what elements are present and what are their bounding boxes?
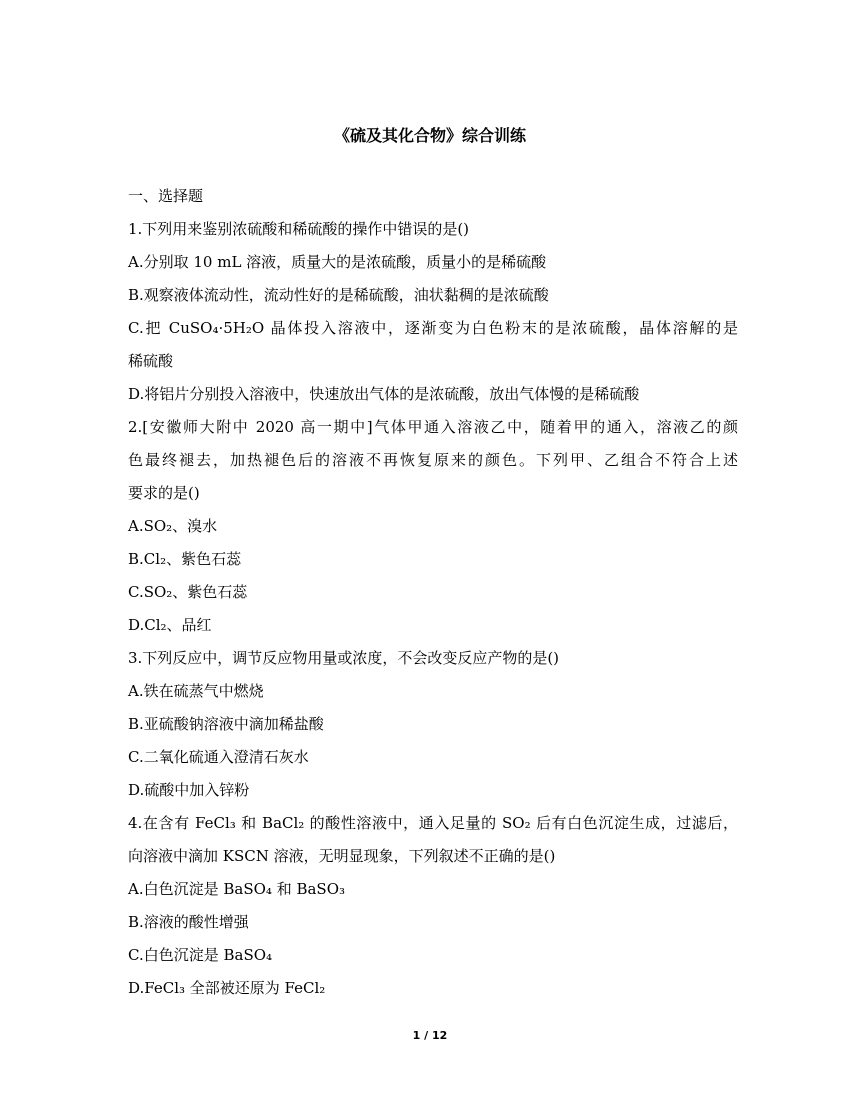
question-1-option-c-cont: 稀硫酸: [128, 352, 174, 370]
question-3-option-c: C.二氧化硫通入澄清石灰水: [128, 748, 309, 766]
question-2-stem-cont: 色最终褪去，加热褪色后的溶液不再恢复原来的颜色。下列甲、乙组合不符合上述: [128, 451, 738, 469]
section-heading: 一、选择题: [128, 187, 204, 205]
page-number: 1 / 12: [412, 1029, 448, 1042]
question-2-stem: 2.[安徽师大附中 2020 高一期中]气体甲通入溶液乙中，随着甲的通入，溶液乙的颜: [128, 418, 738, 436]
question-2-option-c: C.SO₂、紫色石蕊: [128, 583, 248, 601]
document-body: [128, 180, 738, 1005]
question-1-option-c: C.把 CuSO₄·5H₂O 晶体投入溶液中，逐渐变为白色粉末的是浓硫酸，晶体溶解的是: [128, 319, 738, 337]
question-3-option-a: A.铁在硫蒸气中燃烧: [128, 682, 264, 700]
question-4-option-a: A.白色沉淀是 BaSO₄ 和 BaSO₃: [128, 880, 346, 898]
question-4-option-d: D.FeCl₃ 全部被还原为 FeCl₂: [128, 979, 326, 997]
document-title: 《硫及其化合物》综合训练: [333, 126, 526, 145]
question-2-option-a: A.SO₂、溴水: [128, 517, 218, 535]
question-2-option-b: B.Cl₂、紫色石蕊: [128, 550, 242, 568]
question-1-option-d: D.将铝片分别投入溶液中，快速放出气体的是浓硫酸，放出气体慢的是稀硫酸: [128, 385, 640, 403]
question-3-option-d: D.硫酸中加入锌粉: [128, 781, 250, 799]
question-3-option-b: B.亚硫酸钠溶液中滴加稀盐酸: [128, 715, 324, 733]
question-1-stem: 1.下列用来鉴别浓硫酸和稀硫酸的操作中错误的是(): [128, 220, 470, 238]
question-4-option-b: B.溶液的酸性增强: [128, 913, 249, 931]
question-2-option-d: D.Cl₂、品红: [128, 616, 212, 634]
question-1-option-b: B.观察液体流动性，流动性好的是稀硫酸，油状黏稠的是浓硫酸: [128, 286, 549, 304]
question-3-stem: 3.下列反应中，调节反应物用量或浓度，不会改变反应产物的是(): [128, 649, 560, 667]
question-4-stem: 4.在含有 FeCl₃ 和 BaCl₂ 的酸性溶液中，通入足量的 SO₂ 后有白色沉淀生成，过滤后，: [128, 814, 738, 832]
question-2-stem-end: 要求的是(): [128, 484, 200, 502]
question-1-option-a: A.分别取 10 mL 溶液，质量大的是浓硫酸，质量小的是稀硫酸: [128, 253, 547, 271]
question-4-option-c: C.白色沉淀是 BaSO₄: [128, 946, 273, 964]
question-4-stem-cont: 向溶液中滴加 KSCN 溶液，无明显现象，下列叙述不正确的是(): [128, 847, 556, 865]
